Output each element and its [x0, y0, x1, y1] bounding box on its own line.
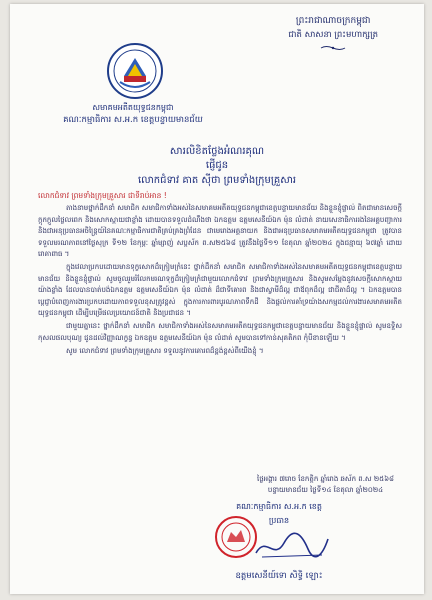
letter-recipient: លោកជំទាវ គាត ស៊ីថា ព្រមទាំងក្រុមគ្រួសារ	[137, 175, 297, 186]
greeting: លោកជំទាវ ព្រមទាំងក្រុមគ្រួសារ ជាទីរាប់អាន !	[38, 191, 167, 200]
organization-block	[38, 102, 228, 126]
kingdom-motto: ជាតិ សាសនា ព្រះមហាក្សត្រ	[288, 30, 378, 40]
signer-name: ឧត្ដមសេនីយ៍ទោ សិទ្ធិ ឡោះ	[235, 571, 323, 581]
date-block	[257, 474, 394, 496]
kingdom-title: ព្រះរាជាណាចក្រកម្ពុជា	[295, 16, 371, 26]
paragraph-2: ក្នុងវេលាប្រកបដោយមានទុក្ខសោកដ៏ក្រៀមក្រំនេះ ថ្នាក់ដឹកនាំ សមាជិក សមាជិកាទាំងអស់នៃសមាគមអតីតយុទ្ធជនកម្ពុជាខេត្តបន្ទាយមានជ័យ និងខ្លួនខ្ញុំផ្ទាល់ សូមចូលរួមរំលែកមរណទុក្ខដ៏ក្រៀមក្រំជាមួយលោកជំទាវ ព្រមទាំងក្រុមគ្រួសារ និងសូមសម្ដែងនូវសេចក្ដីសោកស្ដាយយ៉ាងខ្លាំង ដែលបានបាត់បង់ឯកឧត្ដម ឧត្ដមសេនីយ៍ឯក ម៉ុន លំដាត់ ដ៏ជាទីគោរព និងជាស្វាមីដ៏ល្អ ជាឪពុកដ៏ល្អ ជាជីតាដ៏ល្អ ។ ឯកឧត្ដមបានប្ដេជ្ញាបំពេញការងារប្រកបដោយភាពទទួលខុសត្រូវខ្ពស់ ក្នុងការការពារបូរណភាពទឹកដី និងផ្ដល់ការគាំទ្រយ៉ាងសកម្មដល់ការងារសមាគមអតីតយុទ្ធជនកម្ពុជា ដើម្បីបម្រើផលប្រយោជន៍ជាតិ និងប្រជាជន ។	[38, 263, 402, 318]
organization-name: សមាគមអតីតយុទ្ធជនកម្ពុជា	[92, 103, 174, 112]
lunar-date: ថ្ងៃអង្គារ ៧រោច ខែកត្ដិក ឆ្នាំរោង ឆស័ក ព.ស ២៥៦៨	[256, 475, 394, 483]
letter-title: សារលិខិតថ្លែងអំណរគុណ	[169, 146, 265, 157]
signer-role: ប្រធាន	[268, 516, 290, 525]
closing-line: សូម លោកជំទាវ ព្រមទាំងក្រុមគ្រួសារ ទទួលនូវការគោរពដ៏ខ្ពង់ខ្ពស់ពីយើងខ្ញុំ ។	[66, 347, 264, 356]
letter-sent-to: ផ្ញើជូន	[205, 160, 229, 171]
association-logo-icon	[106, 42, 164, 100]
handwritten-signature-icon	[252, 531, 332, 561]
letter-body	[38, 190, 402, 360]
kingdom-header	[288, 14, 378, 56]
solar-date: បន្ទាយមានជ័យ ថ្ងៃទី១៤ ខែតុលា ឆ្នាំ២០២៤	[267, 486, 384, 494]
signer-organization: គណៈកម្មាធិការ ស.អ.ក ខេត្ត	[236, 502, 322, 511]
letter-title-block	[10, 144, 424, 188]
signature-block	[194, 501, 364, 581]
committee-name: គណៈកម្មាធិការ ស.អ.ក ខេត្តបន្ទាយមានជ័យ	[63, 115, 203, 125]
letter-page	[10, 4, 424, 594]
paragraph-1: តាងនាមថ្នាក់ដឹកនាំ សមាជិក សមាជិកាទាំងអស់នៃសមាគមអតីតយុទ្ធជនកម្ពុជាខេត្តបន្ទាយមានជ័យ និងខ្លួនខ្ញុំផ្ទាល់ ពិតជាមានសេចក្ដីក្ដុកក្ដួលថ្លៃលពេក និងសោកស្ដាយជាខ្លាំង ដោយបានទទួលដំណឹងថា ឯកឧត្ដម ឧត្ដមសេនីយ៍ឯក ម៉ុន លំដាត់ នាយសេនាធិការរងនៃអគ្គបញ្ជាការ និងជាអនុប្រធានអចិន្ត្រៃយ៍នៃគណៈកម្មាធិការជាតិគ្រប់គ្រងព្រំដែន ជាមេរោងអគ្គនាយក និងជាអនុប្រធានសមាគមអតីតយុទ្ធជនកម្ពុជា ត្រូវបានទទួលមរណភាពនៅថ្ងៃសុក្រ ទី១២ ខែកុម្ភៈ ឆ្នាំម្សាញ់ សប្ដស័ក ព.ស២៥៦៨ ត្រូវនឹងថ្ងៃទី១១ ខែតុលា ឆ្នាំ២០២៤ ក្នុងជន្មាយុ ៦៧ឆ្នាំ ដោយរោគាពាធ ។	[38, 204, 402, 259]
ornament-divider-icon	[320, 45, 346, 51]
paragraph-3: ជាមួយគ្នានេះ ថ្នាក់ដឹកនាំ សមាជិក សមាជិកាទាំងអស់នៃសមាគមអតីតយុទ្ធជនកម្ពុជាខេត្តបន្ទាយមានជ័យ និងខ្លួនខ្ញុំផ្ទាល់ សូមឧទ្ទិសកុសលផលបុណ្យ ជូនដល់វិញ្ញាណក្ខន្ធ ឯកឧត្ដម ឧត្ដមសេនីយ៍ឯក ម៉ុន លំដាត់ សូមបានទៅកាន់សុគតិភព កុំបីខានឡើយ ។	[38, 322, 402, 342]
